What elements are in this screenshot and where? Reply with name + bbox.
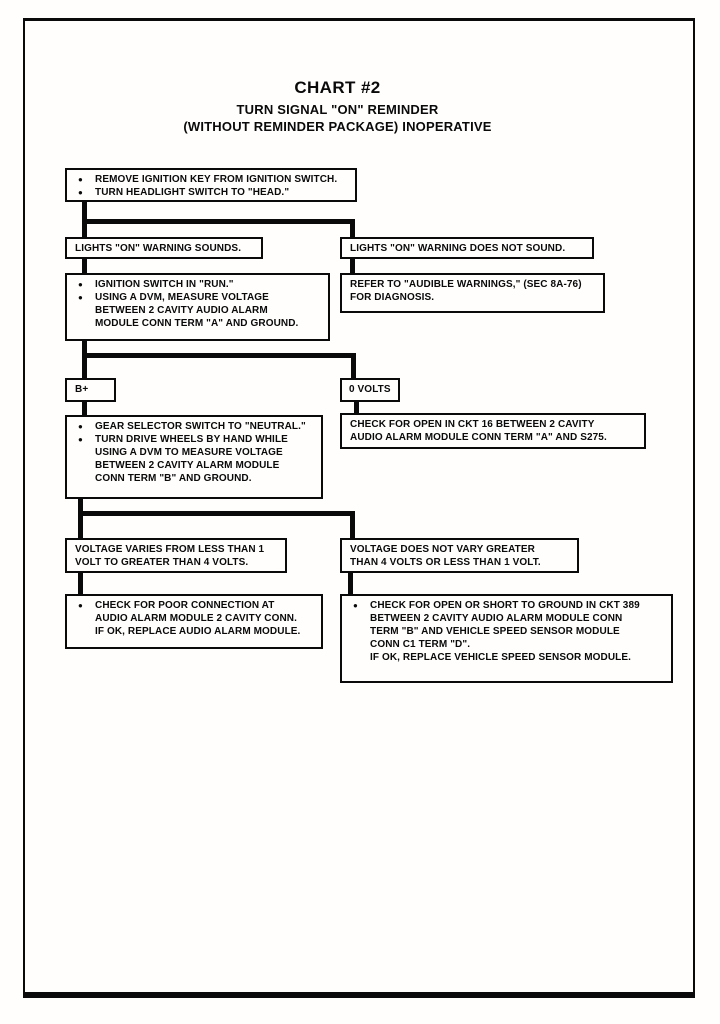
b-plus-box — [65, 378, 116, 402]
connector-measure-a-down-left — [82, 341, 87, 378]
connector-split-1-down-right — [350, 219, 355, 237]
chart-title: CHART #2 — [294, 78, 381, 97]
box-line: VOLTAGE VARIES FROM LESS THAN 1 — [75, 544, 265, 555]
warning-sounds-box — [65, 237, 263, 259]
chart-subtitle-1: TURN SIGNAL "ON" REMINDER — [236, 102, 439, 117]
connector-no-sound-down — [350, 259, 355, 273]
page-border — [23, 18, 695, 998]
refer-audible-warnings-box — [340, 273, 605, 313]
bullet-line — [71, 599, 315, 638]
connector-sounds-down — [82, 259, 87, 273]
bullet-line — [71, 278, 322, 291]
box-line: B+ — [75, 384, 89, 395]
box-line: BETWEEN 2 CAVITY ALARM MODULE — [95, 460, 280, 471]
box-line: CONN TERM "B" AND GROUND. — [95, 473, 252, 484]
start-box — [65, 168, 357, 202]
bullet-line — [71, 291, 322, 330]
check-poor-connection-box — [65, 594, 323, 649]
box-line: ● TURN HEADLIGHT SWITCH TO "HEAD." — [95, 187, 290, 198]
ignition-run-measure-box — [65, 273, 330, 341]
connector-split-2 — [82, 353, 356, 358]
bullet-line — [71, 433, 315, 485]
box-line: ● TURN DRIVE WHEELS BY HAND WHILE — [95, 434, 288, 445]
connector-not-vary-down — [348, 573, 353, 594]
zero-volts-box — [340, 378, 400, 402]
bullet-line — [346, 599, 665, 664]
box-line: LIGHTS "ON" WARNING SOUNDS. — [75, 243, 242, 254]
box-line: AUDIO ALARM MODULE 2 CAVITY CONN. — [95, 613, 298, 624]
box-line: TERM "B" AND VEHICLE SPEED SENSOR MODULE — [370, 626, 620, 637]
connector-measure-b-down-left — [78, 499, 83, 538]
bullet-line — [71, 420, 315, 433]
box-line: VOLTAGE DOES NOT VARY GREATER — [350, 544, 535, 555]
box-line: LIGHTS "ON" WARNING DOES NOT SOUND. — [350, 243, 566, 254]
connector-varies-down — [78, 573, 83, 594]
box-line: ● CHECK FOR OPEN OR SHORT TO GROUND IN CKT 389 — [370, 600, 640, 611]
bullet-line — [71, 173, 349, 186]
box-line: MODULE CONN TERM "A" AND GROUND. — [95, 318, 299, 329]
check-ckt16-box — [340, 413, 646, 449]
check-ckt389-box — [340, 594, 673, 683]
box-line: REFER TO "AUDIBLE WARNINGS," (SEC 8A-76) — [350, 279, 582, 290]
connector-b-plus-down — [82, 402, 87, 415]
box-line: BETWEEN 2 CAVITY AUDIO ALARM — [95, 305, 268, 316]
connector-split-2-down-right — [351, 353, 356, 378]
box-line: ● REMOVE IGNITION KEY FROM IGNITION SWITCH. — [95, 174, 338, 185]
box-line: THAN 4 VOLTS OR LESS THAN 1 VOLT. — [350, 557, 541, 568]
box-line: FOR DIAGNOSIS. — [350, 292, 435, 303]
connector-split-3 — [78, 511, 355, 516]
voltage-varies-box — [65, 538, 287, 573]
warning-no-sound-box — [340, 237, 594, 259]
box-line: VOLT TO GREATER THAN 4 VOLTS. — [75, 557, 249, 568]
box-line: 0 VOLTS — [349, 384, 391, 395]
gear-neutral-measure-box — [65, 415, 323, 499]
box-line: CHECK FOR OPEN IN CKT 16 BETWEEN 2 CAVITY — [350, 419, 595, 430]
bullet-line — [71, 186, 349, 199]
box-line: BETWEEN 2 CAVITY AUDIO ALARM MODULE CONN — [370, 613, 623, 624]
connector-split-3-down-right — [350, 511, 355, 538]
box-line: CONN C1 TERM "D". — [370, 639, 471, 650]
chart-title-block — [65, 78, 610, 135]
box-line: ● GEAR SELECTOR SWITCH TO "NEUTRAL." — [95, 421, 306, 432]
box-line: IF OK, REPLACE AUDIO ALARM MODULE. — [95, 626, 301, 637]
box-line: ● USING A DVM, MEASURE VOLTAGE — [95, 292, 269, 303]
box-line: ● IGNITION SWITCH IN "RUN." — [95, 279, 234, 290]
chart-subtitle-2: (WITHOUT REMINDER PACKAGE) INOPERATIVE — [183, 119, 492, 134]
connector-split-1 — [82, 219, 355, 224]
box-line: ● CHECK FOR POOR CONNECTION AT — [95, 600, 275, 611]
box-line: IF OK, REPLACE VEHICLE SPEED SENSOR MODULE. — [370, 652, 631, 663]
voltage-not-vary-box — [340, 538, 579, 573]
connector-zero-volts-down — [354, 402, 359, 413]
box-line: AUDIO ALARM MODULE CONN TERM "A" AND S275. — [350, 432, 607, 443]
box-line: USING A DVM TO MEASURE VOLTAGE — [95, 447, 283, 458]
